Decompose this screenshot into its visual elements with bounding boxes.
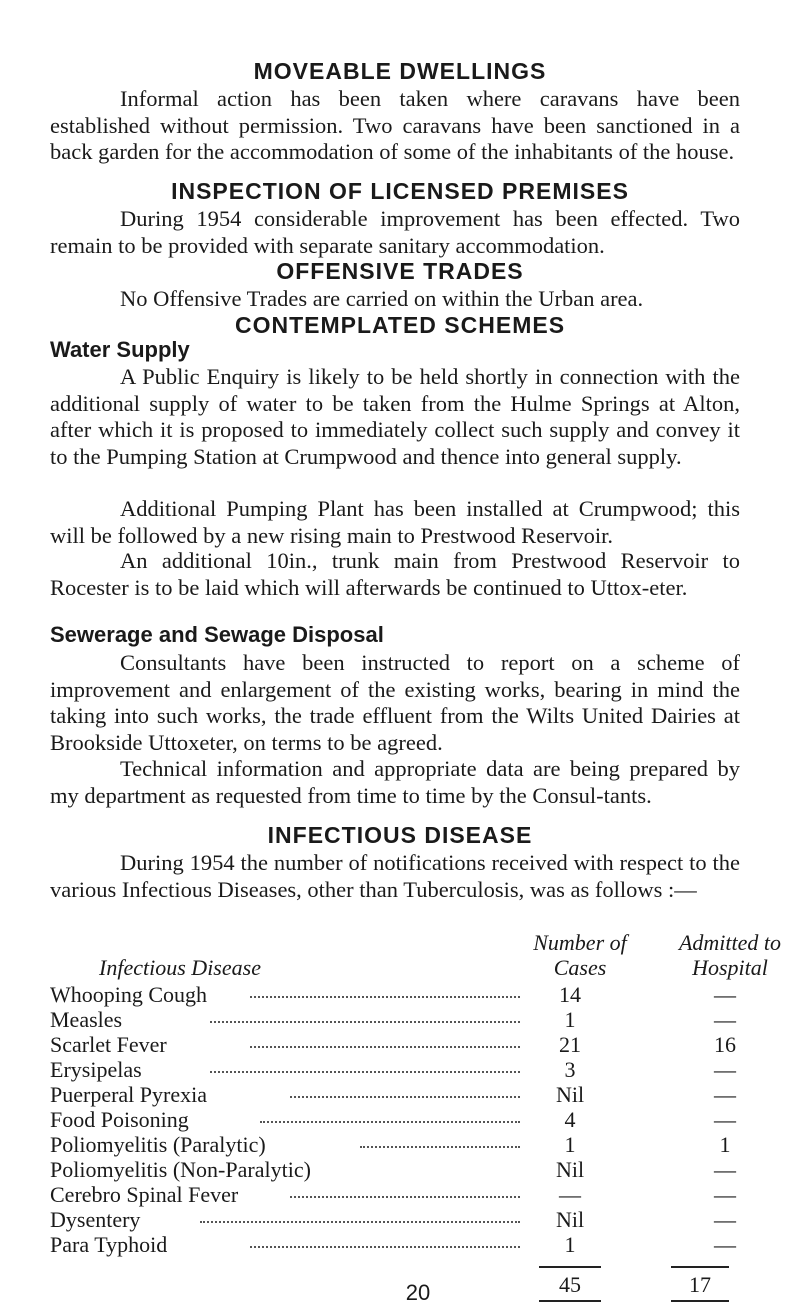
leader-dots xyxy=(250,1246,520,1248)
disease-name: Poliomyelitis (Paralytic) xyxy=(50,1132,266,1157)
page-number: 20 xyxy=(405,1280,431,1305)
table-row xyxy=(50,1007,770,1033)
water-supply-paragraph-1: A Public Enquiry is likely to be held shortly in connection with the additional supply of water to be taken from the Hulme Springs at Alton, after which it is proposed to immediately collect such supply and convey it to the Pumping Station at Crumpwood and thence into general supply. xyxy=(50,364,740,469)
disease-name: Poliomyelitis (Non-Paralytic) xyxy=(50,1157,311,1182)
leader-dots xyxy=(250,1046,520,1048)
offensive-trades-text: No Offensive Trades are carried on within the Urban area. xyxy=(120,286,644,311)
cases-value: Nil xyxy=(555,1082,585,1107)
cases-total: 45 xyxy=(559,1272,581,1297)
infectious-disease-intro: During 1954 the number of notifications received with respect to the various Infectious Diseases, other than Tuberculosis, was as follows :— xyxy=(50,850,740,902)
water-supply-title: Water Supply xyxy=(50,337,190,362)
cases-value: 1 xyxy=(564,1132,576,1157)
sewerage-title: Sewerage and Sewage Disposal xyxy=(50,622,384,647)
cases-total-underline xyxy=(539,1300,601,1302)
disease-name: Whooping Cough xyxy=(50,982,208,1007)
admitted-value: — xyxy=(714,1007,736,1032)
leader-dots xyxy=(290,1196,520,1198)
table-row xyxy=(50,982,770,1008)
heading-moveable-dwellings: MOVEABLE DWELLINGS xyxy=(253,58,547,84)
admitted-total: 17 xyxy=(689,1272,711,1297)
cases-value: 4 xyxy=(564,1107,576,1132)
table-row xyxy=(50,1207,770,1233)
licensed-premises-text: During 1954 considerable improvement has been effected. Two remain to be provided with separate sanitary accommodation. xyxy=(50,206,740,258)
admitted-value: — xyxy=(714,1107,736,1132)
cases-value: — xyxy=(559,1182,581,1207)
heading-licensed-premises: INSPECTION OF LICENSED PREMISES xyxy=(171,178,629,204)
disease-name: Erysipelas xyxy=(50,1057,142,1082)
admitted-value: — xyxy=(714,1182,736,1207)
moveable-dwellings-text: Informal action has been taken where caravans have been established without permission. Two caravans have been sanctioned in a back garden for the accommodation of some of the inhabitants of the house. xyxy=(50,86,740,164)
leader-dots xyxy=(210,1071,520,1073)
sewerage-paragraph-1: Consultants have been instructed to report on a scheme of improvement and enlargement of the existing works, bearing in mind the taking into such works, the trade effluent from the Wilts United Dairies at Brookside Uttoxeter, on terms to be agreed. xyxy=(50,650,740,755)
leader-dots xyxy=(250,996,520,998)
cases-value: Nil xyxy=(555,1207,585,1232)
admitted-value: 16 xyxy=(714,1032,736,1057)
leader-dots xyxy=(260,1121,520,1123)
table-row xyxy=(50,1232,770,1258)
leader-dots xyxy=(360,1146,520,1148)
admitted-value: — xyxy=(714,982,736,1007)
cases-value: 21 xyxy=(559,1032,581,1057)
sewerage-paragraph-2: Technical information and appropriate data are being prepared by my department as requested from time to time by the Consul-tants. xyxy=(50,756,740,808)
disease-name: Para Typhoid xyxy=(50,1232,168,1257)
cases-value: Nil xyxy=(555,1157,585,1182)
cases-total-rule xyxy=(539,1266,601,1268)
table-row xyxy=(50,1157,770,1183)
cases-value: 1 xyxy=(564,1007,576,1032)
disease-name: Measles xyxy=(50,1007,123,1032)
table-row xyxy=(50,1132,770,1158)
admitted-value: 1 xyxy=(719,1132,731,1157)
table-row xyxy=(50,1057,770,1083)
table-row xyxy=(50,1082,770,1108)
table-row xyxy=(50,1032,770,1058)
water-supply-paragraph-3: An additional 10in., trunk main from Prestwood Reservoir to Rocester is to be laid which will afterwards be continued to Uttox-eter. xyxy=(50,548,740,600)
cases-value: 14 xyxy=(559,982,581,1007)
col-header-cases-line2: Cases xyxy=(553,955,607,980)
col-header-cases-line1: Number of xyxy=(533,930,627,955)
admitted-total-underline xyxy=(671,1300,729,1302)
col-header-disease: Infectious Disease xyxy=(99,955,261,980)
disease-name: Puerperal Pyrexia xyxy=(50,1082,207,1107)
admitted-value: — xyxy=(714,1057,736,1082)
table-row xyxy=(50,1107,770,1133)
cases-value: 3 xyxy=(564,1057,576,1082)
col-header-admitted-line1: Admitted to xyxy=(678,930,782,955)
col-header-admitted-line2: Hospital xyxy=(692,955,768,980)
admitted-total-rule xyxy=(671,1266,729,1268)
admitted-value: — xyxy=(714,1232,736,1257)
water-supply-paragraph-2: Additional Pumping Plant has been installed at Crumpwood; this will be followed by a new rising main to Prestwood Reservoir. xyxy=(50,496,740,548)
heading-contemplated-schemes: CONTEMPLATED SCHEMES xyxy=(234,312,566,338)
leader-dots xyxy=(200,1221,520,1223)
admitted-value: — xyxy=(714,1207,736,1232)
admitted-value: — xyxy=(714,1157,736,1182)
heading-infectious-disease: INFECTIOUS DISEASE xyxy=(267,822,533,848)
disease-name: Scarlet Fever xyxy=(50,1032,167,1057)
cases-value: 1 xyxy=(564,1232,576,1257)
disease-name: Dysentery xyxy=(50,1207,141,1232)
disease-name: Food Poisoning xyxy=(50,1107,189,1132)
leader-dots xyxy=(210,1021,520,1023)
leader-dots xyxy=(290,1096,520,1098)
heading-offensive-trades: OFFENSIVE TRADES xyxy=(276,258,524,284)
admitted-value: — xyxy=(714,1082,736,1107)
disease-name: Cerebro Spinal Fever xyxy=(50,1182,239,1207)
table-row xyxy=(50,1182,770,1208)
